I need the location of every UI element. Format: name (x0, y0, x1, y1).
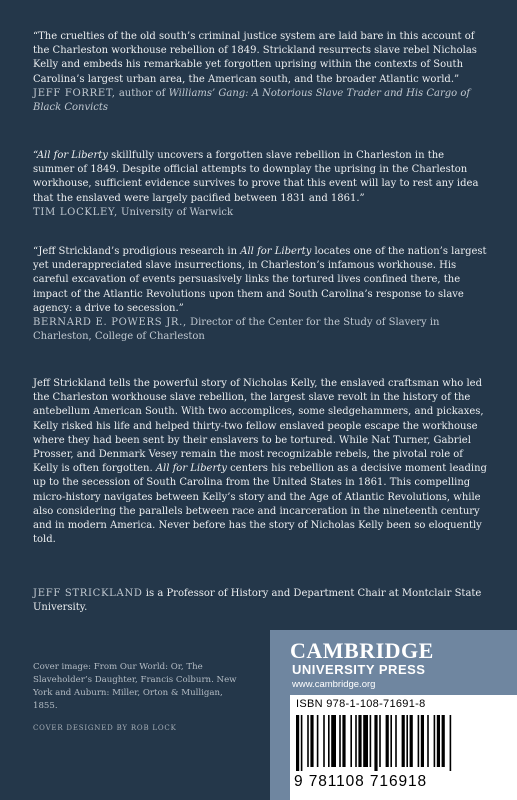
endorser-affiliation: Director of the Center for the Study of Slavery in Charleston, College of Charleston (33, 317, 440, 343)
publisher-url[interactable]: www.cambridge.org (292, 679, 376, 690)
barcode-bar (427, 715, 429, 767)
endorsement-attribution (33, 87, 488, 115)
barcode-icon (294, 715, 512, 771)
barcode-bar (355, 715, 357, 767)
author-bio-text: is a Professor of History and Department Chair at Montclair State University. (33, 588, 482, 614)
publisher-panel (270, 630, 517, 800)
description-text: Jeff Strickland tells the powerful story of Nicholas Kelly, the enslaved craftsman who led the Charleston workhouse slave rebellion, the largest slave revolt in the history of the antebellum American South. With two accomplices, some sledgehammers, and pickaxes, Kelly risked his life and helped thirty-two fellow enslaved people escape the workhouse where they had been sent by their enslavers to be tortured. While Nat Turner, Gabriel Prosser, and Denmark Vesey remain the most recognizable rebels, the pivotal role of Kelly is often forgotten. (33, 378, 484, 475)
endorsement-quote: “The cruelties of the old south’s criminal justice system are laid bare in this account of the Charleston workhouse rebellion of 1849. Strickland resurrects slave rebel Nicholas Kelly and embeds his remarkable yet forgotten uprising within the contexts of South Carolina’s largest urban area, the American south, and the broader Atlantic world.” (33, 31, 477, 85)
author-bio (33, 587, 488, 615)
endorser-name: BERNARD E. POWERS JR., (33, 317, 187, 329)
barcode-bar (434, 715, 436, 767)
barcode-bar (421, 715, 424, 767)
endorsement-quote: skillfully uncovers a forgotten slave rebellion in Charleston in the summer of 1849. Despite official attempts to downplay the uprising in the Charleston workhouse, sufficient evidence survives to prove that this event will lay to rest any idea that the enslaved were largely pacified between 1831 and 1861.” (33, 150, 479, 204)
barcode-bar (331, 715, 336, 767)
endorsement-book-title: “All for Liberty (33, 150, 108, 161)
endorsement-attribution (33, 316, 488, 344)
barcode-bar (307, 715, 309, 767)
barcode-bar (395, 715, 397, 767)
publisher-subname: UNIVERSITY PRESS (292, 662, 426, 677)
isbn-label: ISBN 978-1-108-71691-8 (296, 698, 426, 710)
barcode-bar (437, 715, 440, 767)
endorser-affiliation: author of (115, 87, 169, 99)
barcode-digits: 9 781108 716918 (294, 773, 428, 790)
barcode-bar (450, 715, 452, 771)
barcode-bar (406, 715, 408, 767)
endorsement-lockley (33, 149, 488, 220)
barcode-panel (290, 695, 517, 800)
endorser-name: JEFF FORRET, (33, 87, 116, 99)
endorsement-quote: locates one of the nation’s largest yet underappreciated slave insurrections, in Charleston’s infamous workhouse. His careful excavation of events persuasively links the tortured lives confined there, the impact of the Atlantic Revolutions upon them and South Carolina’s response to slave agency: a drive to secession.” (33, 246, 487, 314)
author-name: JEFF STRICKLAND (33, 588, 143, 599)
barcode-bar (350, 715, 352, 767)
barcode-bar (418, 715, 420, 767)
cover-image-credit: Cover image: From Our World: Or, The Slaveholder’s Daughter, Francis Colburn. New York and Auburn: Miller, Orton & Mulligan, 1855. (33, 662, 237, 711)
barcode-bar (296, 715, 299, 771)
barcode-bar (342, 715, 345, 767)
barcode-bar (363, 715, 368, 767)
barcode-bar (358, 715, 361, 767)
endorsement-book-title: All for Liberty (240, 246, 312, 257)
barcode-bar (410, 715, 413, 767)
book-description (33, 377, 488, 547)
barcode-bar (386, 715, 389, 767)
endorsement-forret (33, 30, 488, 115)
description-book-title: All for Liberty (155, 463, 227, 475)
barcode-bar (339, 715, 341, 767)
endorsement-powers (33, 245, 488, 344)
barcode-bar (374, 715, 377, 771)
endorser-name: TIM LOCKLEY, (33, 206, 118, 218)
barcode-bar (379, 715, 381, 767)
endorsement-attribution (33, 206, 488, 220)
barcode-bar (370, 715, 372, 767)
description-text-continued: centers his rebellion as a decisive moment leading up to the secession of South Carolina from the United States in 1861. This compelling micro-history navigates between Kelly’s story and the Age of Atlantic Revolutions, while also considering the parallels between race and incarceration in the nineteenth century and in modern America. Never before has the story of Nicholas Kelly been so eloquently told. (33, 463, 487, 546)
publisher-name: CAMBRIDGE (290, 638, 434, 663)
barcode-bar (317, 715, 319, 767)
barcode-bar (301, 715, 303, 771)
barcode-bar (310, 715, 313, 767)
barcode-bar (442, 715, 445, 767)
endorser-book-title: Williams’ Gang: A Notorious Slave Trader and His Cargo of Black Convicts (33, 87, 471, 114)
barcode-bar (328, 715, 330, 767)
barcode-bar (390, 715, 392, 767)
cover-designer-credit: COVER DESIGNED BY ROB LOCK (33, 724, 177, 732)
barcode-bar (402, 715, 405, 767)
endorser-affiliation: University of Warwick (117, 206, 234, 218)
endorsement-quote-pre: “Jeff Strickland’s prodigious research in (33, 246, 241, 257)
barcode-bar (323, 715, 325, 767)
